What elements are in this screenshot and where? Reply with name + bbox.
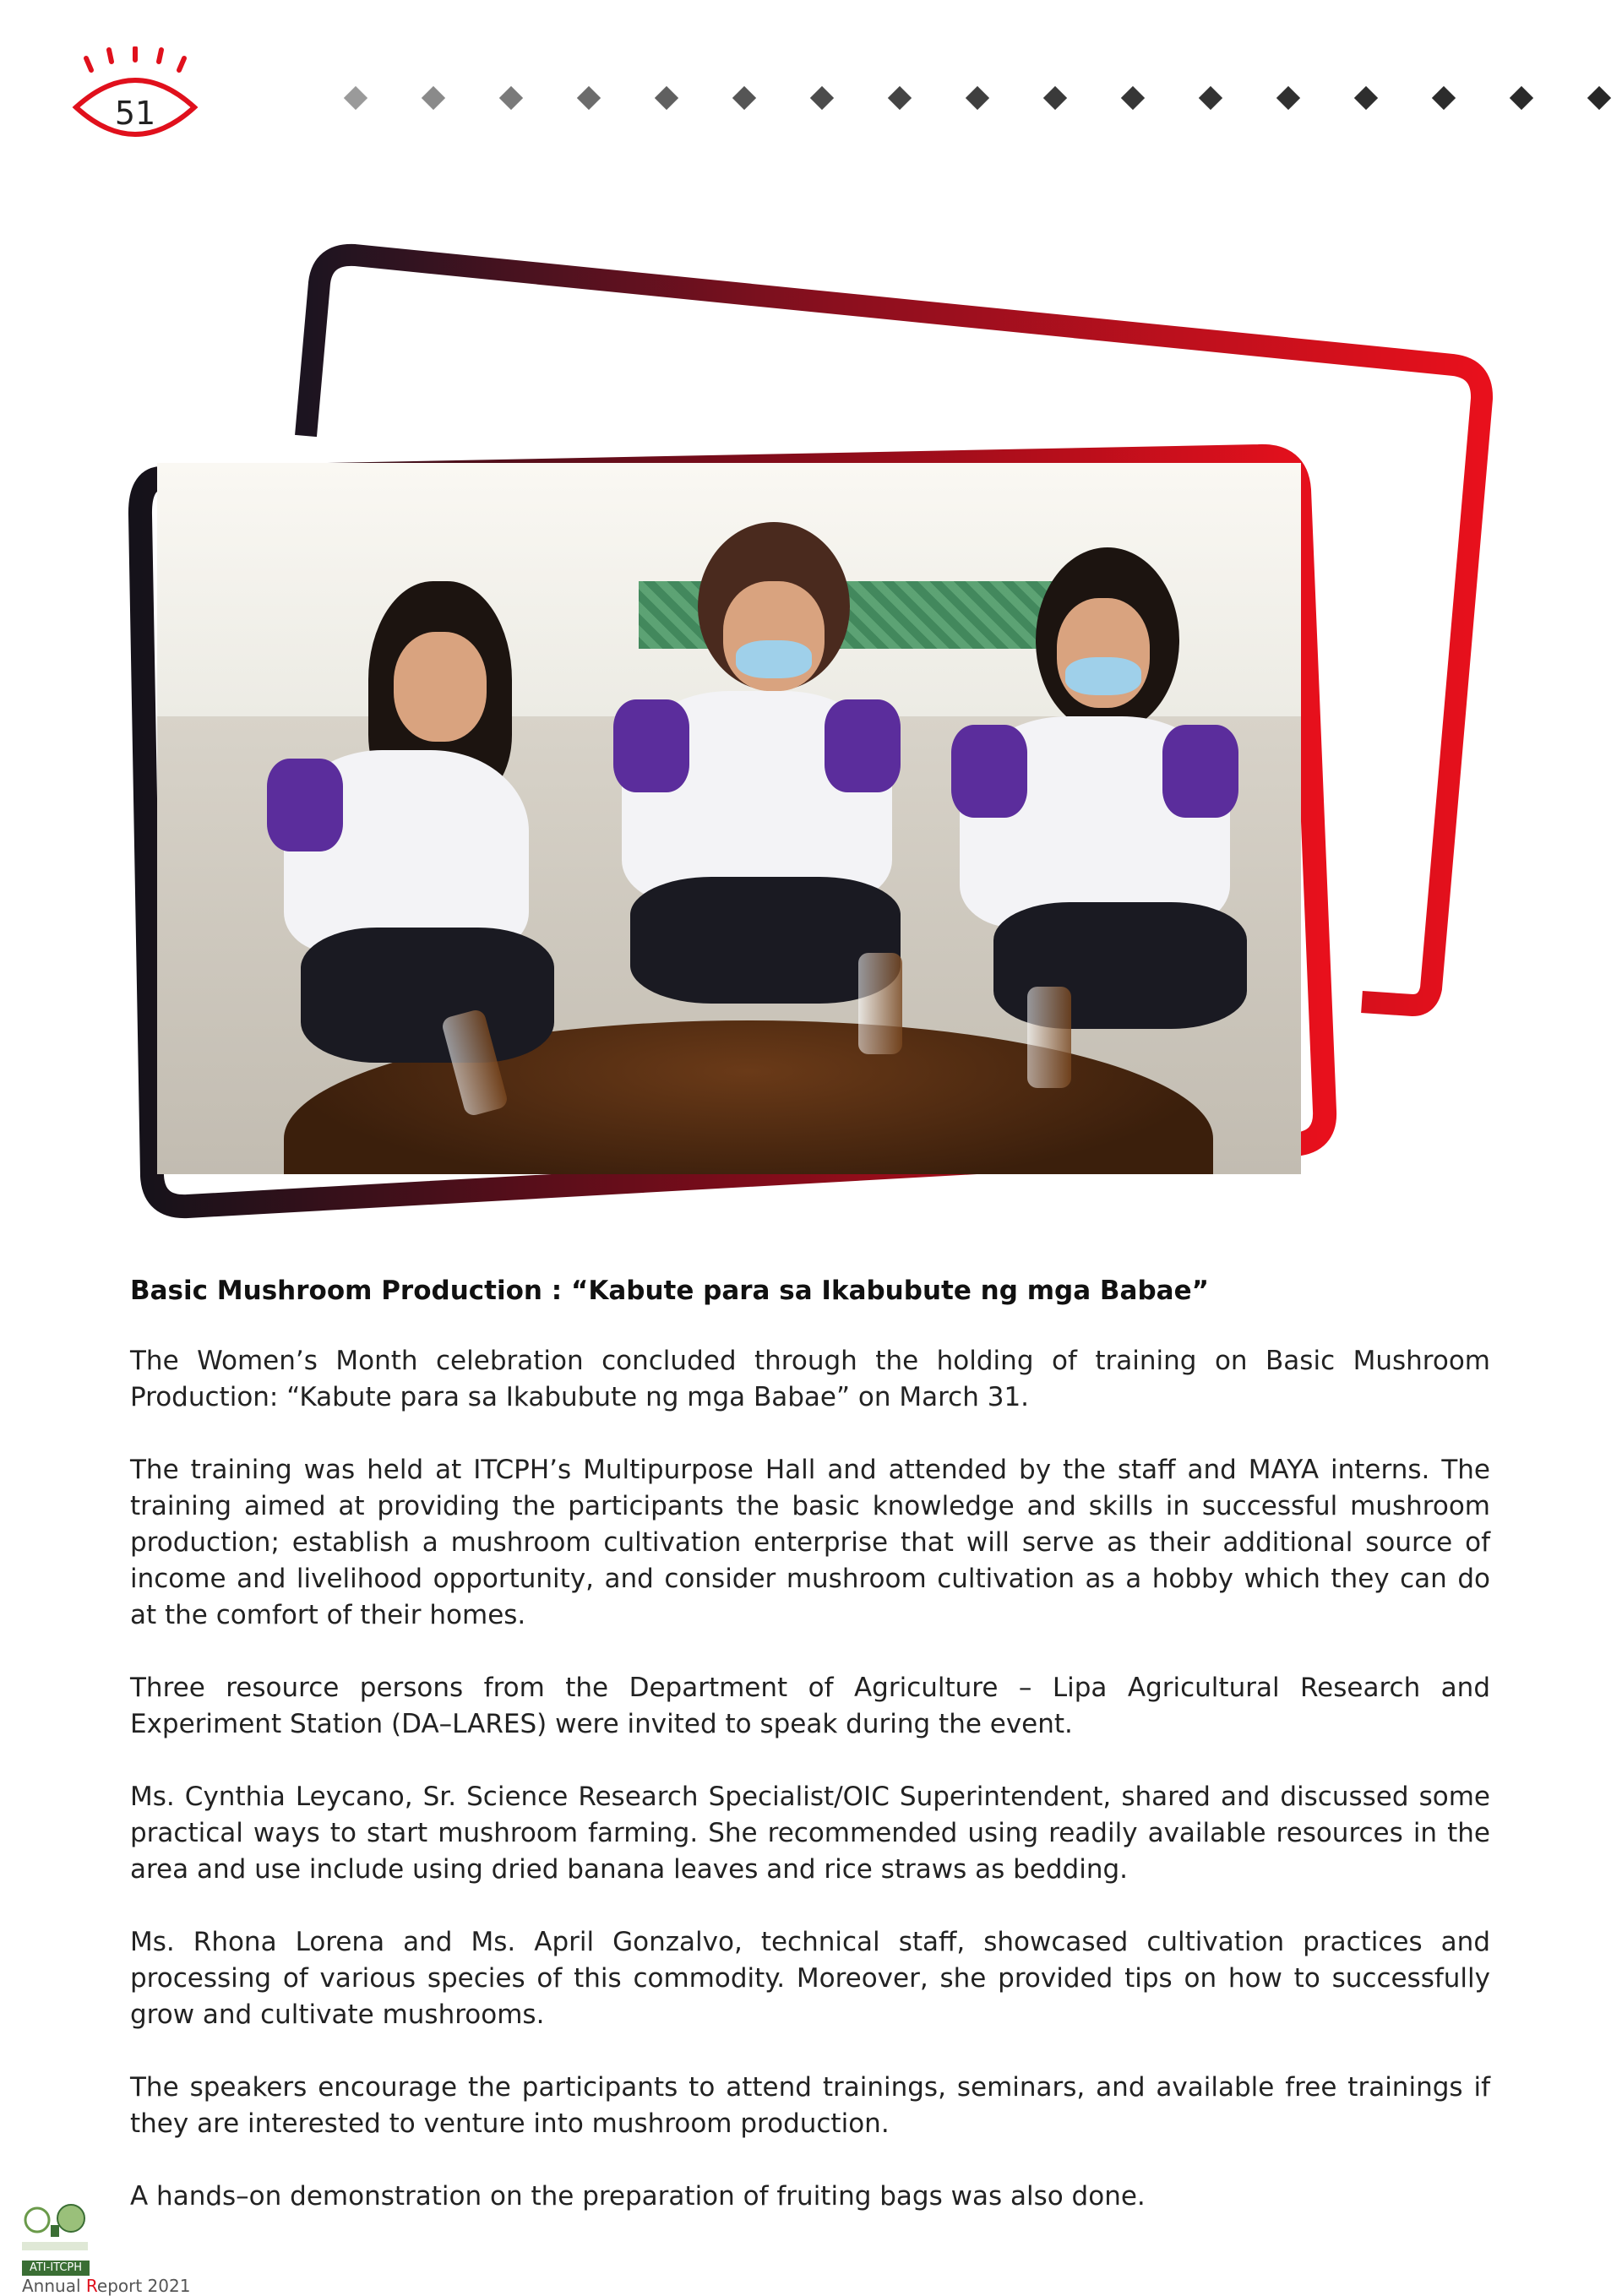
article-heading: Basic Mushroom Production : “Kabute para sa Ikabubute ng mga Babae” (130, 1276, 1209, 1306)
photo-bottle (1027, 987, 1071, 1088)
article-paragraph: The speakers encourage the participants to attend trainings, seminars, and available free trainings if they are interested to venture into mushroom production. (130, 2072, 1490, 2139)
footer-brand: ATI-ITCPH (22, 2261, 90, 2276)
event-photo (157, 463, 1301, 1174)
ati-logo-icon (22, 2195, 88, 2255)
photo-person-right (943, 547, 1264, 1071)
article-paragraph: Three resource persons from the Department of Agriculture – Lipa Agricultural Research and Experiment Station (DA–LARES) were invited to speak during the event. (130, 1673, 1490, 1739)
article-paragraph: The training was held at ITCPH’s Multipurpose Hall and attended by the staff and MAYA interns. The training aimed at providing the participants the basic knowledge and skills in successful mushroom production; establish a mushroom cultivation enterprise that will serve as their additional source of income and livelihood opportunity, and consider mushroom cultivation as a hobby which they can do at the comfort of their homes. (130, 1455, 1490, 1630)
article-paragraph: Ms. Cynthia Leycano, Sr. Science Research Specialist/OIC Superintendent, shared and discussed some practical ways to start mushroom farming. She recommended using readily available resources in the area and use include using dried banana leaves and rice straws as bedding. (130, 1782, 1490, 1885)
footer-report-title: Annual Report 2021 (22, 2276, 191, 2296)
article-paragraph: The Women’s Month celebration concluded through the holding of training on Basic Mushroom Production: “Kabute para sa Ikabubute ng mga Babae” on March 31. (130, 1346, 1490, 1412)
article-paragraph: A hands–on demonstration on the preparation of fruiting bags was also done. (130, 2181, 1146, 2212)
article-paragraph: Ms. Rhona Lorena and Ms. April Gonzalvo, technical staff, showcased cultivation practices and processing of various species of this commodity. Moreover, she provided tips on how to successfully grow and cultivate mushrooms. (130, 1927, 1490, 2030)
photo-person-left (267, 581, 571, 1105)
photo-bottle (858, 953, 902, 1054)
page-number: 51 (114, 95, 156, 132)
article-body (130, 1343, 1490, 2251)
